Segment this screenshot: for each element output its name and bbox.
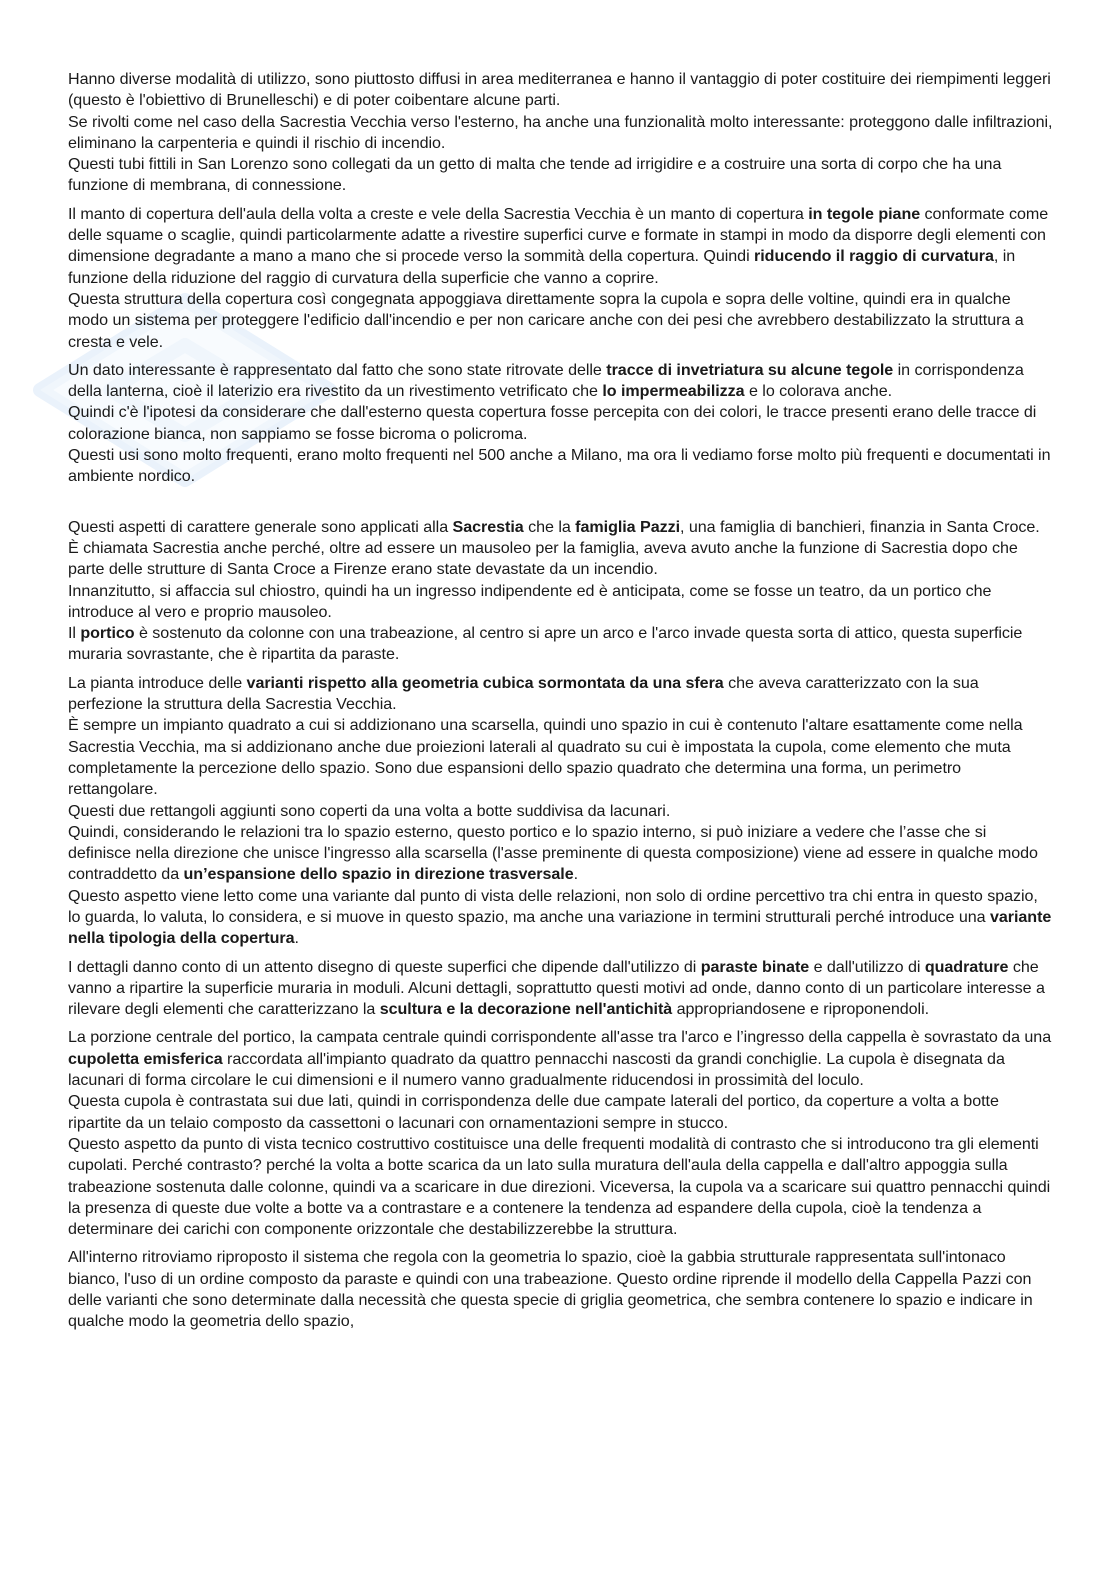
text-run: , in funzione della riduzione del raggio di curvatura della superficie che vanno a coprire. — [68, 247, 1016, 287]
bold-text: scultura e la decorazione nell'antichità — [379, 1000, 673, 1019]
text-run: Quindi, considerando le relazioni tra lo spazio esterno, questo portico e lo spazio interno, si può iniziare a vedere che l’asse che si definisce nella direzione che unisce l'ingresso alla scarsella (l'asse preminente di questa composizione) viene ad essere in qualche modo contraddetto da — [68, 822, 1038, 884]
paragraph — [68, 822, 1053, 886]
text-run: Questo aspetto viene letto come una variante dal punto di vista delle relazioni, non solo di ordine percettivo tra chi entra in questo spazio, lo guarda, lo valuta, lo considera, e si muove in questo spazio, ma anche una variazione in termini strutturali perché introduce una — [68, 886, 1038, 926]
paragraph — [68, 623, 1053, 666]
text-run: Questi aspetti di carattere generale sono applicati alla — [68, 517, 453, 536]
text-run: La porzione centrale del portico, la campata centrale quindi corrispondente all'asse tra l'arco e l’ingresso della cappella è sovrastato da una — [68, 1028, 1052, 1047]
bold-text: varianti rispetto alla geometria cubica sormontata da una sfera — [246, 673, 724, 692]
text-run: che vanno a ripartire la superficie muraria in moduli. Alcuni dettagli, soprattutto questi motivi ad onde, danno conto di un particolare interesse a rilevare degli elementi che caratterizzano la — [68, 957, 1045, 1019]
text-run: e lo colorava anche. — [744, 382, 893, 401]
text-run: All'interno ritroviamo riproposto il sistema che regola con la geometria lo spazio, cioè la gabbia strutturale rappresentata sull'intonaco bianco, l'uso di un ordine composto da paraste e quindi con una trabeazione. Questo ordine riprende il modello della Cappella Pazzi con delle varianti che sono determinate dalla necessità che questa specie di griglia geometrica, che sembra contenere lo spazio e indicare in qualche modo la geometria dello spazio, — [68, 1248, 1033, 1331]
text-run: Questa struttura della copertura così congegnata appoggiava direttamente sopra la cupola e sopra delle voltine, quindi era in qualche modo un sistema per proteggere l'edificio dall'incendio e per non caricare anche con dei pesi che avrebbero destabilizzato la struttura a cresta e vele. — [68, 289, 1024, 351]
bold-text: portico — [80, 624, 135, 643]
text-run: appropriandosene e riproponendoli. — [672, 1000, 930, 1019]
paragraph — [68, 112, 1053, 155]
paragraph — [68, 402, 1053, 445]
bold-text: quadrature — [924, 957, 1009, 976]
text-run: e dall'utilizzo di — [809, 957, 925, 976]
bold-text: in tegole piane — [808, 204, 921, 223]
text-run: Questo aspetto da punto di vista tecnico costruttivo costituisce una delle frequenti modalità di contrasto che si introducono tra gli elementi cupolati. Perché contrasto? perché la volta a botte scarica da un lato sulla muratura dell'aula della cappella e dall'altro appoggia sulla trabeazione sostenuta dalle colonne, quindi va a scaricare in due direzioni. Viceversa, la cupola va a scaricare sui quattro pennacchi quindi la presenza di queste due volte a botte va a contrastare e a contenere la tendenza ad espandere della cupola, cioè la tendenza a determinare dei carichi con componente orizzontale che destabilizzerebbe la struttura. — [68, 1134, 1051, 1239]
text-run: Quindi c'è l'ipotesi da considerare che dall'esterno questa copertura fosse percepita con dei colori, le tracce presenti erano delle tracce di colorazione bianca, non sappiamo se fosse bicroma o policroma. — [68, 403, 1037, 443]
text-run: è sostenuto da colonne con una trabeazione, al centro si apre un arco e l'arco invade questa sorta di attico, questa superficie muraria sovrastante, che è ripartita da paraste. — [68, 624, 1023, 664]
text-run: Questi tubi fittili in San Lorenzo sono collegati da un getto di malta che tende ad irrigidire e a costruire una sorta di corpo che ha una funzione di membrana, di connessione. — [68, 155, 1002, 195]
text-run: che la — [523, 517, 576, 536]
paragraph — [68, 289, 1053, 353]
paragraph — [68, 1134, 1053, 1240]
text-run: Questa cupola è contrastata sui due lati, quindi in corrispondenza delle due campate laterali del portico, da coperture a volta a botte ripartite da un telaio composto da cassettoni o lacunari con ornamentazioni sempre in stucco. — [68, 1092, 999, 1132]
paragraph — [68, 886, 1053, 950]
text-run: Questi due rettangoli aggiunti sono coperti da una volta a botte suddivisa da lacunari. — [68, 801, 671, 820]
paragraph — [68, 445, 1053, 488]
document-page — [68, 69, 1053, 1333]
paragraph — [68, 1247, 1053, 1332]
bold-text: tracce di invetriatura su alcune tegole — [606, 360, 894, 379]
text-run: conformate come delle squame o scaglie, quindi particolarmente adatte a rivestire superfici curve e formate in stampi in modo da disporre degli elementi con dimensione degradante a mano a mano che si procede verso la sommità della copertura. Quindi — [68, 204, 1049, 266]
bold-text: famiglia Pazzi — [575, 517, 681, 536]
text-run: Questi usi sono molto frequenti, erano molto frequenti nel 500 anche a Milano, ma ora li vediamo forse molto più frequenti e documentati in ambiente nordico. — [68, 446, 1051, 486]
paragraph — [68, 715, 1053, 800]
paragraph — [68, 69, 1053, 112]
paragraph — [68, 538, 1053, 581]
bold-text: lo impermeabilizza — [602, 382, 745, 401]
paragraph — [68, 517, 1053, 538]
bold-text: riducendo il raggio di curvatura — [754, 247, 994, 266]
text-run: in corrispondenza della lanterna, cioè il laterizio era rivestito da un rivestimento vetrificato che — [68, 360, 1024, 401]
paragraph — [68, 154, 1053, 197]
paragraph — [68, 673, 1053, 716]
text-run: , una famiglia di banchieri, finanzia in Santa Croce. — [680, 517, 1040, 536]
text-run: È sempre un impianto quadrato a cui si addizionano una scarsella, quindi uno spazio in cui è contenuto l'altare esattamente come nella Sacrestia Vecchia, ma si addizionano anche due proiezioni laterali al quadrato su cui è impostata la cupola, come elemento che muta completamente la percezione dello spazio. Sono due espansioni dello spazio quadrato che determina una forma, un perimetro rettangolare. — [68, 716, 1023, 799]
text-run: I dettagli danno conto di un attento disegno di queste superfici che dipende dall'utilizzo di — [68, 957, 701, 976]
text-run: Innanzitutto, si affaccia sul chiostro, quindi ha un ingresso indipendente ed è anticipata, come se fosse un teatro, da un portico che introduce al vero e proprio mausoleo. — [68, 581, 992, 621]
text-run: Se rivolti come nel caso della Sacrestia Vecchia verso l'esterno, ha anche una funzionalità molto interessante: proteggono dalle infiltrazioni, eliminano la carpenteria e quindi il rischio di incendio. — [68, 112, 1053, 152]
text-run: Il manto di copertura dell'aula della volta a creste e vele della Sacrestia Vecchia è un manto di copertura — [68, 204, 809, 223]
text-run: Hanno diverse modalità di utilizzo, sono piuttosto diffusi in area mediterranea e hanno il vantaggio di poter costituire dei riempimenti leggeri (questo è l'obiettivo di Brunelleschi) e di poter coibentare alcune parti. — [68, 70, 1051, 110]
text-run: È chiamata Sacrestia anche perché, oltre ad essere un mausoleo per la famiglia, aveva avuto anche la funzione di Sacrestia dopo che parte delle strutture di Santa Croce a Firenze erano state devastate da un incendio. — [68, 538, 1018, 579]
bold-text: variante nella tipologia della copertura — [68, 907, 1052, 948]
paragraph — [68, 1091, 1053, 1134]
bold-text: Sacrestia — [452, 517, 524, 536]
text-run: . — [294, 929, 299, 948]
bold-text: cupoletta emisferica — [68, 1049, 223, 1068]
text-run: che aveva caratterizzato con la sua perfezione la struttura della Sacrestia Vecchia. — [68, 673, 979, 714]
text-run: La pianta introduce delle — [68, 673, 247, 692]
text-run: Il — [68, 624, 81, 643]
text-run: . — [573, 865, 579, 884]
text-run: Un dato interessante è rappresentato dal fatto che sono state ritrovate delle — [68, 360, 607, 379]
paragraph — [68, 957, 1053, 1021]
paragraph — [68, 204, 1053, 289]
paragraph — [68, 360, 1053, 403]
bold-text: paraste binate — [700, 957, 810, 976]
paragraph — [68, 581, 1053, 624]
paragraph — [68, 801, 1053, 822]
paragraph — [68, 1027, 1053, 1091]
bold-text: un’espansione dello spazio in direzione trasversale — [183, 865, 574, 884]
text-run: raccordata all'impianto quadrato da quattro pennacchi nascosti da grandi conchiglie. La cupola è disegnata da lacunari di forma circolare le cui dimensioni e il numero vanno gradualmente riducendosi in prossimità del loculo. — [68, 1049, 1005, 1090]
